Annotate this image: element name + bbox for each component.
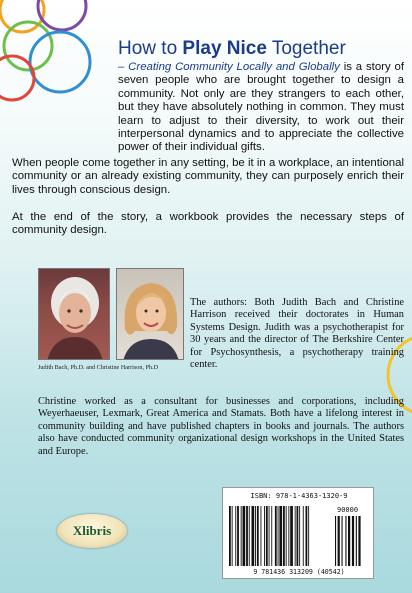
barcode-bar [241, 506, 242, 566]
paragraph-2: At the end of the story, a workbook provides the necessary steps of community design. [12, 211, 404, 237]
paragraph-1: When people come together in any setting, be it in a workplace, an intentional community or an already existing community, they can purposely enrich their lives through conscious design. [12, 157, 404, 196]
publisher-logo [57, 514, 127, 548]
barcode-bar [249, 506, 250, 566]
barcode-addon-bar [345, 516, 346, 566]
barcode-addon-bar [338, 516, 340, 566]
barcode-bar [290, 506, 293, 566]
barcode-bar [303, 506, 304, 566]
author-bio-part-2: Christine worked as a consultant for businesses and corporations, including Weyerhaeuser, Lexmark, Great America and Stamats. Both have a lifelong interest in community building and have published chapters in books and journals. The authors also have conducted community organizational design workshops in the United States and Europe. [38, 396, 404, 457]
barcode-bar [235, 506, 236, 566]
barcode-bar [269, 506, 270, 566]
barcode-bar [271, 506, 272, 566]
title-bold: Play Nice [182, 38, 267, 59]
book-subtitle: – Creating Community Locally and Globally [118, 61, 340, 73]
isbn-label: ISBN: 978-1-4363-1320-9 [250, 492, 348, 500]
decorative-rings-graphic [0, 0, 110, 110]
barcode-bar [278, 506, 279, 566]
barcode-addon-bar [335, 516, 336, 566]
ring-blue [30, 32, 90, 92]
barcode-addon-bar [352, 516, 354, 566]
barcode-digits: 9 781436 313209 (40542) [253, 568, 345, 576]
author-bio-part-1: The authors: Both Judith Bach and Christine Harrison received their doctorates in Human Systems Design. Judith was a psychotherapist for 30 years and the director of The Berkshire Center for Psychosynthesis, a psychotherapy training center. [190, 297, 404, 371]
title-part-1: How to [118, 38, 183, 59]
barcode-bar [232, 506, 233, 566]
barcode-bar [243, 506, 246, 566]
book-title [118, 38, 404, 60]
barcode-bar [266, 506, 268, 566]
barcode-bar [229, 506, 231, 566]
ring-red [0, 56, 34, 100]
barcode-bar [255, 506, 256, 566]
barcode-bar [295, 506, 296, 566]
barcode-bar [283, 506, 285, 566]
barcode-bar [252, 506, 255, 566]
isbn-barcode [222, 487, 374, 579]
barcode-addon-bar [342, 516, 343, 566]
barcode-bar [306, 506, 308, 566]
barcode-addon-bar [356, 516, 357, 566]
barcode-bar [299, 506, 300, 566]
publisher-name: Xlibris [72, 523, 112, 538]
barcode-bar [297, 506, 299, 566]
author-photo-judith [38, 268, 110, 360]
barcode-addon-bar [348, 516, 350, 566]
barcode-bar [288, 506, 289, 566]
barcode-addon-bar [358, 516, 360, 566]
barcode-bar [257, 506, 259, 566]
ring-purple [38, 0, 86, 30]
barcode-bar [264, 506, 265, 566]
title-part-2: Together [266, 38, 346, 59]
price-code: 90000 [337, 506, 359, 514]
barcode-bar [246, 506, 248, 566]
author-photo-christine [116, 268, 184, 360]
barcode-bar [308, 506, 309, 566]
intro-paragraph [118, 61, 404, 155]
barcode-bar [237, 506, 239, 566]
intro-text: is a story of seven people who are brought together to design a community. Not only are they strangers to each other, but they have absolutely nothing in common. They must learn to adjust to their diversity, to work out their interpersonal dynamics and to appreciate the collective power of their individual gifts. [118, 61, 404, 154]
photo-caption: Judith Bach, Ph.D. and Christine Harrison, Ph.D [38, 364, 159, 371]
barcode-bar [261, 506, 262, 566]
barcode-bar [275, 506, 277, 566]
barcode-bar [279, 506, 282, 566]
barcode-bar [286, 506, 287, 566]
